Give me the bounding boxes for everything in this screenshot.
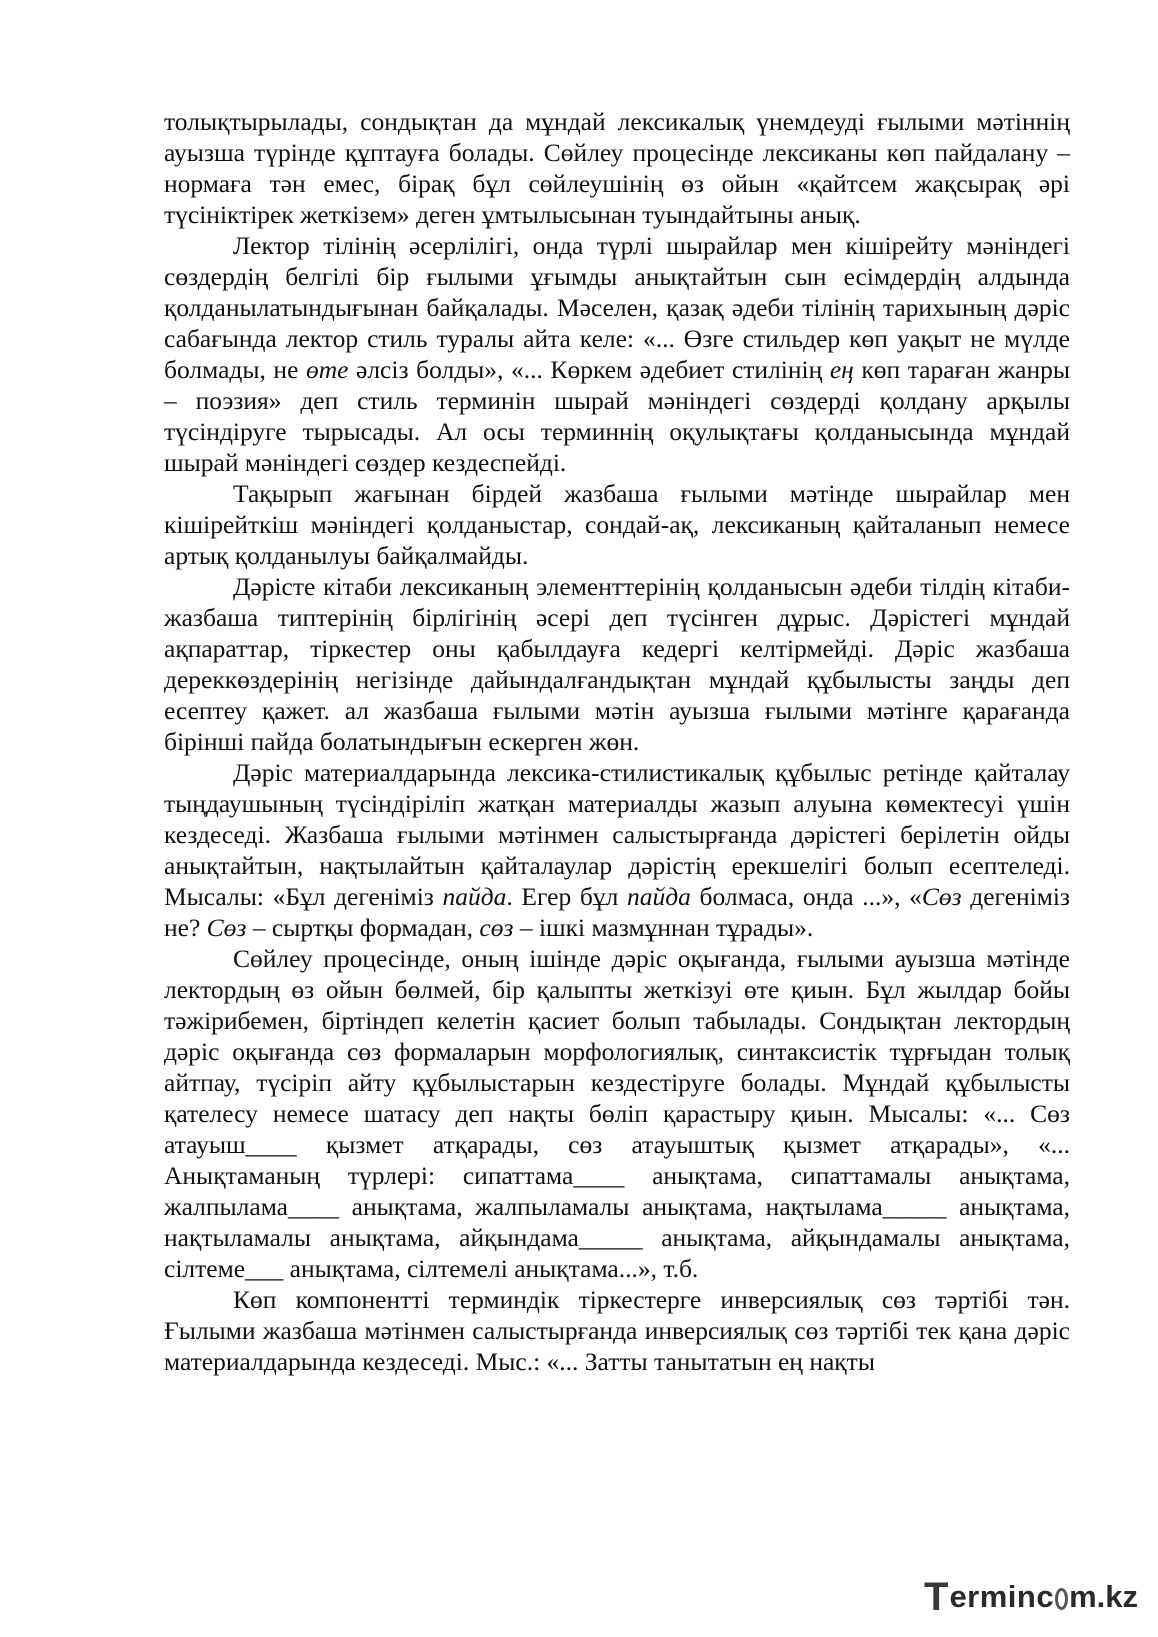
italic-term: Сөз: [921, 882, 962, 911]
logo-ring-icon: [1055, 1588, 1068, 1610]
text-run: болмаса, онда ...», «: [690, 882, 922, 911]
paragraph: [164, 230, 1070, 478]
logo-text-middle: erminc: [949, 1579, 1055, 1614]
text-run: Лектор тілінің әсерлілігі, онда түрлі шырайлар мен кішірейту мәніндегі сөздердің белгілі бір ғылыми ұғымды анықтайтын сын есімдердің алдында қолданылатындығынан байқалады. Мәселен, қазақ әдеби тілінің тарихының дәріс сабағында лектор стиль туралы айта келе: «... Өзге стильдер көп уақыт не мүлде болмады, не: [164, 231, 1070, 384]
text-run: әлсіз болды», «... Көркем әдебиет стилінің: [348, 355, 830, 384]
paragraph: [164, 1284, 1070, 1377]
paragraph: [164, 478, 1070, 571]
text-run: Сөйлеу процесінде, оның ішінде дәріс оқығанда, ғылыми ауызша мәтінде лектордың өз ойын бөлмей, бір қалыпты жеткізуі өте қиын. Бұл жылдар бойы тәжірибемен, біртіндеп келетін қасиет болып табылады. Сондықтан лектордың дәріс оқығанда сөз формаларын морфологиялық, синтаксистік тұрғыдан толық айтпау, түсіріп айту құбылыстарын кездестіруге болады. Мұндай құбылысты қателесу немесе шатасу деп нақты бөліп қарастыру қиын. Мысалы: «... Сөз атауыш____ қызмет атқарады, сөз атауыштық қызмет атқарады», «... Анықтаманың түрлері: сипаттама____ анықтама, сипаттамалы анықтама, жалпылама____ анықтама, жалпыламалы анықтама, нақтылама_____ анықтама, нақтыламалы анықтама, айқындама_____ анықтама, айқындамалы анықтама, сілтеме___ анықтама, сілтемелі анықтама...», т.б.: [164, 944, 1070, 1283]
paragraph: [164, 943, 1070, 1284]
italic-term: Сөз: [206, 913, 247, 942]
text-run: – сыртқы формадан,: [246, 913, 480, 942]
text-run: Тақырып жағынан бірдей жазбаша ғылыми мәтінде шырайлар мен кішірейткіш мәніндегі қолданыстар, сондай-ақ, лексиканың қайталанып немесе артық қолданылуы байқалмайды.: [164, 479, 1070, 570]
text-run: . Егер бұл: [506, 882, 627, 911]
document-body: [164, 106, 1070, 1377]
text-run: көп тараған жанры – поэзия» деп стиль терминін шырай мәніндегі сөздерді қолдану арқылы түсіндіруге тырысады. Ал осы терминнің оқулықтағы қолданысында мұндай шырай мәніндегі сөздер кездеспейді.: [164, 355, 1070, 477]
text-run: толықтырылады, сондықтан да мұндай лексикалық үнемдеуді ғылыми мәтіннің ауызша түрінде құптауға болады. Сөйлеу процесінде лексиканы көп пайдалану – нормаға тән емес, бірақ бұл сөйлеушінің өз ойын «қайтсем жақсырақ әрі түсініктірек жеткізем» деген ұмтылысынан туындайтыны анық.: [164, 107, 1070, 229]
italic-term: өте: [305, 355, 349, 384]
text-run: – ішкі мазмұннан тұрады».: [513, 913, 814, 942]
text-run: Көп компонентті терминдік тіркестерге инверсиялық сөз тәртібі тән. Ғылыми жазбаша мәтінмен салыстырғанда инверсиялық сөз тәртібі тек қана дәріс материалдарында кездеседі. Мыс.: «... Затты танытатын ең нақты: [164, 1285, 1070, 1376]
italic-term: сөз: [479, 913, 514, 942]
italic-term: пайда: [442, 882, 507, 911]
paragraph: [164, 106, 1070, 230]
italic-term: пайда: [626, 882, 691, 911]
text-run: дегеніміз не?: [164, 882, 1071, 942]
logo-letter-t: T: [924, 1575, 949, 1619]
termincom-logo[interactable]: [924, 1575, 1138, 1619]
text-run: Дәрісте кітаби лексиканың элементтерінің қолданысын әдеби тілдің кітаби-жазбаша типтерінің бірлігінің әсері деп түсінген дұрыс. Дәрістегі мұндай ақпараттар, тіркестер оны қабылдауға кедергі келтірмейді. Дәріс жазбаша дереккөздерінің негізінде дайындалғандықтан мұндай құбылысты заңды деп есептеу қажет. ал жазбаша ғылыми мәтін ауызша ғылыми мәтінге қарағанда бірінші пайда болатындығын ескерген жөн.: [164, 572, 1070, 756]
paragraph: [164, 571, 1070, 757]
text-run: Дәріс материалдарында лексика-стилистикалық құбылыс ретінде қайталау тыңдаушының түсіндіріліп жатқан материалды жазып алуына көмектесуі үшін кездеседі. Жазбаша ғылыми мәтінмен салыстырғанда дәрістегі берілетін ойды анықтайтын, нақтылайтын қайталаулар дәрістің ерекшелігі болып есептеледі. Мысалы: «Бұл дегеніміз: [164, 758, 1070, 911]
italic-term: ең: [829, 355, 854, 384]
paragraph: [164, 757, 1070, 943]
logo-text-tail: m.kz: [1069, 1579, 1138, 1614]
